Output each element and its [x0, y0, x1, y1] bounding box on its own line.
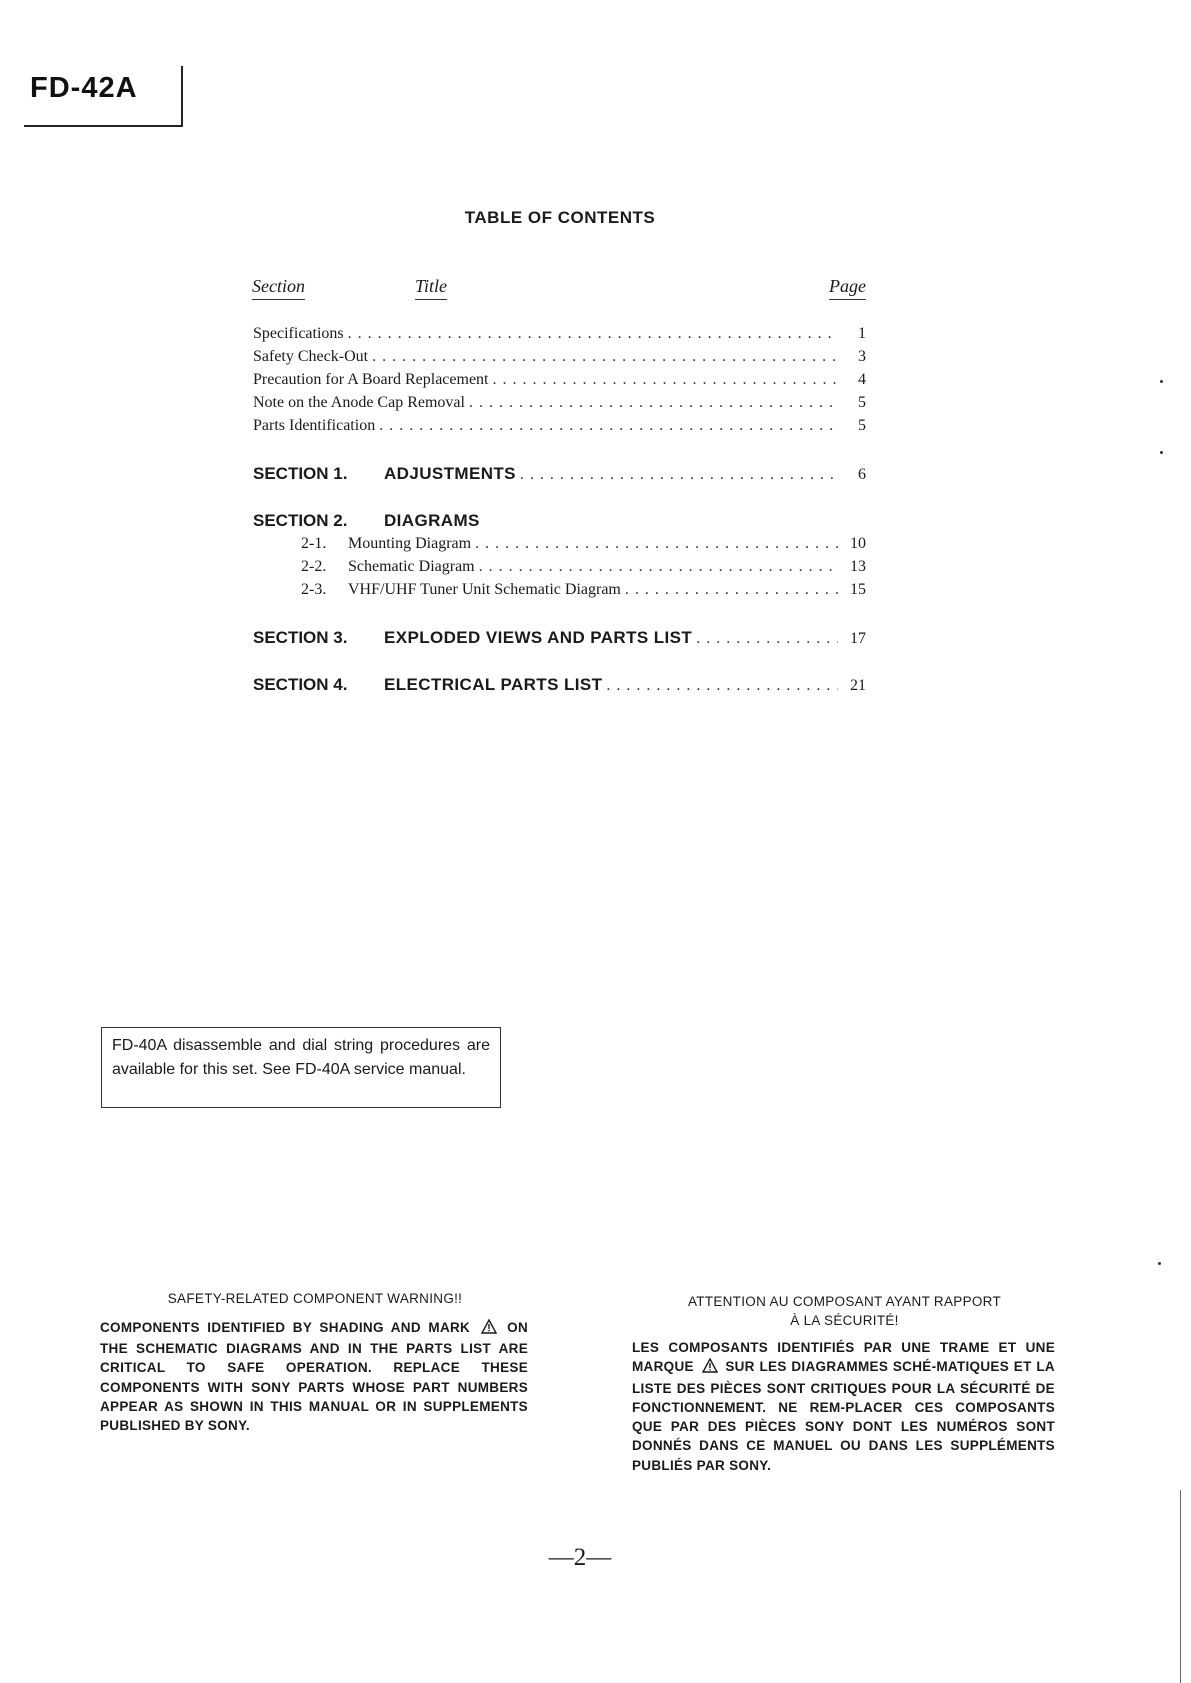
toc-section-2[interactable]: [253, 511, 866, 535]
section-title: EXPLODED VIEWS AND PARTS LIST: [384, 628, 693, 647]
section-title: ELECTRICAL PARTS LIST: [384, 675, 603, 694]
scan-edge-line: [1180, 1490, 1181, 1683]
toc-section-3[interactable]: [253, 628, 866, 652]
section-page: 21: [850, 677, 866, 694]
warning-triangle-icon: [481, 1319, 497, 1339]
toc-entry-page: 1: [858, 325, 866, 342]
subentry-page: 15: [850, 581, 866, 598]
toc-entry-label: Specifications: [253, 325, 344, 342]
section-number: SECTION 3.: [253, 628, 348, 647]
toc-subentry-tuner-schematic[interactable]: [301, 581, 866, 603]
subentry-label: Schematic Diagram: [348, 558, 475, 575]
safety-warning-title-fr: [632, 1292, 1057, 1330]
toc-entry-page: 5: [858, 394, 866, 411]
toc-entry-label: Precaution for A Board Replacement: [253, 371, 489, 388]
column-header-page: Page: [829, 277, 866, 300]
subentry-page: 10: [850, 535, 866, 552]
service-note-text: FD-40A disassemble and dial string procedures are available for this set. See FD-40A service manual.: [112, 1037, 490, 1078]
warning-text-part: COMPONENTS IDENTIFIED BY SHADING AND MARK: [100, 1320, 471, 1335]
toc-subentry-mounting-diagram[interactable]: [301, 535, 866, 557]
toc-title: TABLE OF CONTENTS: [464, 208, 656, 227]
warning-title-line: À LA SÉCURITÉ!: [790, 1313, 899, 1328]
dot-leader: [479, 558, 838, 576]
dot-leader: [625, 581, 838, 599]
page-number: —2—: [548, 1544, 612, 1571]
dot-leader: [606, 677, 838, 695]
section-number: SECTION 1.: [253, 464, 348, 483]
section-title: ADJUSTMENTS: [384, 464, 516, 483]
subentry-label: Mounting Diagram: [348, 535, 472, 552]
scan-speck: [1160, 451, 1163, 454]
model-number: FD-42A: [30, 72, 138, 104]
toc-entry-page: 4: [858, 371, 866, 388]
subentry-page: 13: [850, 558, 866, 575]
toc-entry-page: 3: [858, 348, 866, 365]
toc-entry-a-board-replacement[interactable]: [253, 371, 866, 393]
toc-entry-page: 5: [858, 417, 866, 434]
model-tag-divider-vertical: [181, 66, 183, 127]
safety-warning-title-en: SAFETY-RELATED COMPONENT WARNING!!: [167, 1291, 463, 1306]
column-header-section: Section: [252, 277, 305, 300]
subentry-number: 2-1.: [301, 535, 327, 552]
scan-speck: [1158, 1262, 1161, 1265]
toc-entry-safety-check-out[interactable]: [253, 348, 866, 370]
toc-entry-label: Safety Check-Out: [253, 348, 369, 365]
section-number: SECTION 4.: [253, 675, 348, 694]
warning-title-line: ATTENTION AU COMPOSANT AYANT RAPPORT: [687, 1294, 1002, 1309]
warning-text-part: ON THE SCHEMATIC DIAGRAMS AND IN THE PARTS LIST ARE CRITICAL TO SAFE OPERATION. REPLACE THESE COMPONENTS WITH SONY PARTS WHOSE PART NUMBERS APPEAR AS SHOWN IN THIS MANUAL OR IN SUPPLEMENTS PUBLISHED BY SONY.: [100, 1320, 528, 1434]
section-title: DIAGRAMS: [384, 511, 480, 530]
subentry-number: 2-2.: [301, 558, 327, 575]
toc-entry-specifications[interactable]: [253, 325, 866, 347]
scan-speck: [1160, 380, 1163, 383]
warning-text-part: LES COMPOSANTS IDENTIFIÉS PAR UNE TRAME ET UNE MARQUE: [632, 1340, 1055, 1375]
section-page: 6: [858, 466, 866, 483]
dot-leader: [492, 371, 838, 389]
section-number: SECTION 2.: [253, 511, 348, 530]
subentry-label: VHF/UHF Tuner Unit Schematic Diagram: [348, 581, 621, 598]
dot-leader: [469, 394, 838, 412]
dot-leader: [475, 535, 838, 553]
column-header-title: Title: [415, 277, 447, 300]
toc-entry-label: Note on the Anode Cap Removal: [253, 394, 465, 411]
toc-entry-anode-cap-removal[interactable]: [253, 394, 866, 416]
dot-leader: [348, 325, 838, 343]
toc-entry-label: Parts Identification: [253, 417, 376, 434]
dot-leader: [696, 630, 838, 648]
toc-section-4[interactable]: [253, 675, 866, 699]
dot-leader: [379, 417, 838, 435]
toc-section-1[interactable]: [253, 464, 866, 488]
model-tag-divider-horizontal: [24, 125, 183, 127]
toc-entry-parts-identification[interactable]: [253, 417, 866, 439]
subentry-number: 2-3.: [301, 581, 327, 598]
safety-warning-body-fr: [632, 1338, 1055, 1475]
warning-triangle-icon: [702, 1358, 718, 1378]
toc-subentry-schematic-diagram[interactable]: [301, 558, 866, 580]
warning-text-part: SUR LES DIAGRAMMES SCHÉ-MATIQUES ET LA LISTE DES PIÈCES SONT CRITIQUES POUR LA SÉCURITÉ DE FONCTIONNEMENT. NE REM-PLACER CES COMPOSANTS QUE PAR DES PIÈCES SONY DONT LES NUMÉROS SONT DONNÉS DANS CE MANUEL OU DANS LES SUPPLÉMENTS PUBLIÉS PAR SONY.: [632, 1359, 1055, 1473]
dot-leader: [520, 466, 838, 484]
dot-leader: [372, 348, 838, 366]
section-page: 17: [850, 630, 866, 647]
safety-warning-body-en: [100, 1318, 528, 1435]
service-note-box: [101, 1027, 501, 1108]
